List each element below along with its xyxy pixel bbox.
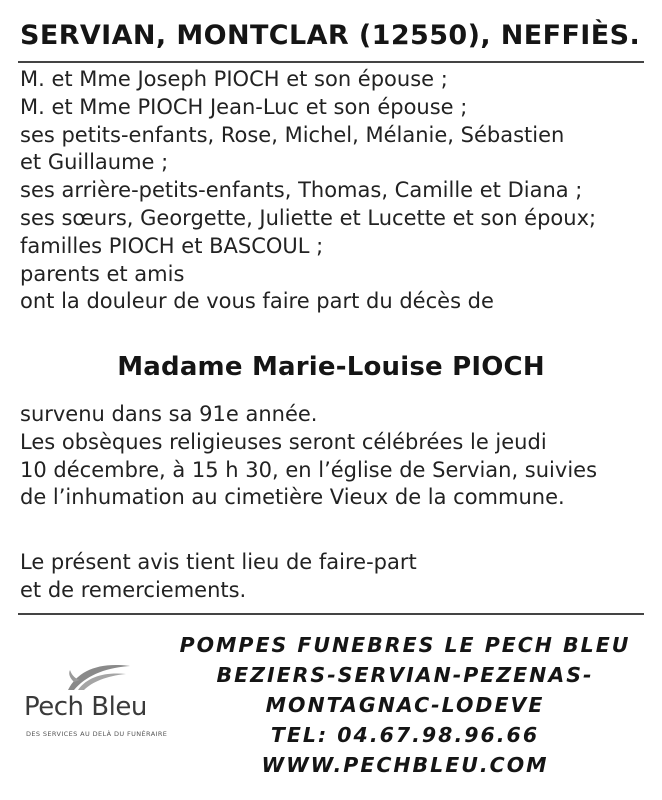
funeral-home-line: MONTAGNAC-LODEVE [265,693,545,717]
notice-line: Les obsèques religieuses seront célébrées le jeudi [20,429,547,454]
deceased-name: Madame Marie-Louise PIOCH [117,352,545,382]
notice-title: SERVIAN, MONTCLAR (12550), NEFFIÈS. [20,20,641,51]
notice-line: de l’inhumation au cimetière Vieux de la commune. [20,485,565,510]
funeral-notice [20,401,597,512]
family-line: M. et Mme Joseph PIOCH et son épouse ; [20,67,448,91]
funeral-home-phone: TEL: 04.67.98.96.66 [270,723,540,747]
family-line: ses arrière-petits-enfants, Thomas, Camille et Diana ; [20,178,583,203]
funeral-home-website: WWW.PECHBLEU.COM [261,753,549,777]
family-line: parents et amis [20,261,185,286]
pech-bleu-logo [18,656,178,746]
closing-line: Le présent avis tient lieu de faire-part [20,550,417,574]
closing-text [20,549,417,605]
bottom-divider [18,613,644,615]
closing-line: et de remerciements. [20,577,247,602]
notice-line: survenu dans sa 91e année. [20,402,318,426]
notice-line: 10 décembre, à 15 h 30, en l’église de Servian, suivies [20,457,598,482]
funeral-home-line: BEZIERS-SERVIAN-PEZENAS- [216,663,594,687]
funeral-home-line: POMPES FUNEBRES LE PECH BLEU [179,633,631,657]
family-line: M. et Mme PIOCH Jean-Luc et son épouse ; [20,94,468,119]
family-list [20,66,596,316]
family-line: familles PIOCH et BASCOUL ; [20,233,324,258]
family-line: ses petits-enfants, Rose, Michel, Mélanie, Sébastien [20,122,565,147]
family-line: ses sœurs, Georgette, Juliette et Lucette et son époux; [20,205,597,230]
bird-wing-icon [64,660,134,694]
family-line: ont la douleur de vous faire part du décès de [20,289,494,314]
logo-wordmark: Pech Bleu [24,692,147,722]
funeral-home-info [175,630,635,780]
logo-tagline: DES SERVICES AU DELÀ DU FUNÉRAIRE [26,730,168,738]
top-divider [18,61,644,63]
family-line: et Guillaume ; [20,150,169,175]
